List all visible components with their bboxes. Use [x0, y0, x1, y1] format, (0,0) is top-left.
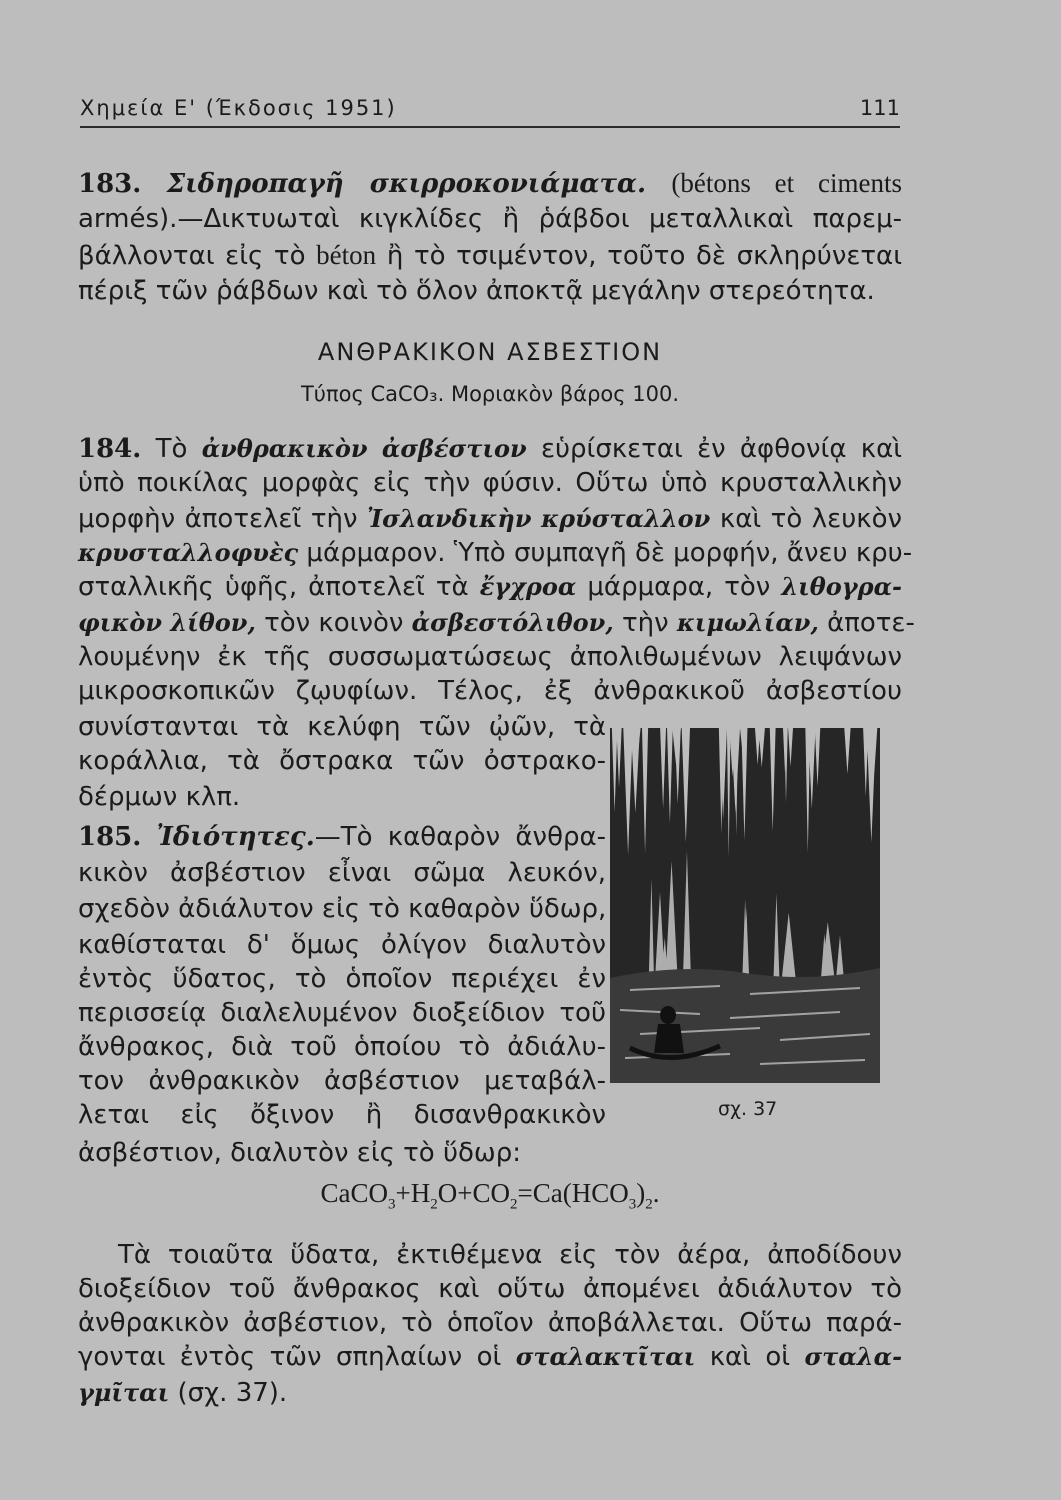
section-title-183: Σιδηροπαγῆ σκιρροκονιάματα.: [166, 169, 646, 199]
s184-text: εὑρίσκεται ἐν ἀφθονίᾳ καὶ: [540, 434, 903, 464]
p2-line-4: [78, 1340, 902, 1374]
p2-text: καὶ οἱ: [709, 1342, 791, 1372]
section-title-185: Ἰδιότητες.: [156, 822, 315, 852]
s184-line-6: [78, 606, 915, 640]
p2-line-5: [78, 1376, 902, 1410]
s185-text: τον ἀνθρακικὸν ἀσβέστιον μεταβάλ-: [78, 1066, 606, 1096]
s184-text: μορφὴν ἀποτελεῖ τὴν: [78, 504, 358, 534]
s185-line-5: [78, 962, 606, 996]
term: σταλα-: [804, 1342, 903, 1371]
chapter-heading: ΑΝΘΡΑΚΙΚΟΝ ΑΣΒΕΣΤΙΟΝ: [317, 338, 663, 366]
s183-line-1: [78, 166, 902, 201]
s184-text: συνίστανται τὰ κελύφη τῶν ᾠῶν, τὰ: [78, 712, 606, 742]
term: γμῖται: [78, 1378, 170, 1407]
s185-text: —Τὸ καθαρὸν ἄνθρα-: [314, 822, 607, 852]
section-number-183: 183.: [78, 169, 142, 199]
s184-text: Τὸ: [155, 434, 188, 464]
s185-line-8: [78, 1064, 606, 1098]
s184-text: μάρμαρον. Ὑπὸ συμπαγῆ δὲ μορφήν, ἄνευ κρυ-: [306, 538, 913, 568]
eq-part: =Ca(HCO: [517, 1178, 629, 1208]
p2-text: γονται ἐντὸς τῶν σπηλαίων οἱ: [78, 1342, 502, 1372]
p2-text: διοξείδιον τοῦ ἄνθρακος καὶ οὕτω ἀπομένει ἀδιάλυτον τὸ: [78, 1274, 902, 1304]
term: Ἰσλανδικὴν κρύσταλλον: [367, 504, 711, 533]
s183-text: πέριξ τῶν ῥάβδων καὶ τὸ ὅλον ἀποκτᾷ μεγάλην στερεότητα.: [78, 276, 875, 306]
heading-formula: Τύπος CaCO₃. Μοριακὸν βάρος 100.: [300, 382, 680, 406]
eq-sub: 2: [430, 1196, 438, 1213]
s185-text: περισσείᾳ διαλελυμένον διοξείδιον τοῦ: [78, 998, 606, 1028]
s185-text: καθίσταται δ' ὅμως ὀλίγον διαλυτὸν: [78, 930, 606, 960]
s183-text: armés).—Δικτυωταὶ κιγκλίδες ἢ ῥάβδοι μεταλλικαὶ παρεμ-: [78, 204, 902, 234]
p2-line-3: [78, 1306, 902, 1340]
s185-text: κικὸν ἀσβέστιον εἶναι σῶμα λευκόν,: [78, 858, 606, 888]
s184-line-9: [78, 710, 606, 744]
s185-line-3: [78, 892, 606, 926]
p2-line-1: [78, 1238, 902, 1272]
section-number-184: 184.: [78, 434, 142, 464]
s185-line-9: [78, 1098, 606, 1132]
s183-line-2: [78, 202, 902, 236]
s183-line-3: [78, 238, 902, 273]
s185-line-6: [78, 996, 606, 1030]
figure-caption: σχ. 37: [718, 1098, 778, 1120]
s184-text: σταλλικῆς ὑφῆς, ἀποτελεῖ τὰ: [78, 572, 469, 602]
s183-latin-beton: béton: [316, 240, 377, 270]
p2-line-2: [78, 1272, 902, 1306]
s185-line-4: [78, 928, 606, 962]
s185-text: ἐντὸς ὕδατος, τὸ ὁποῖον περιέχει ἐν: [78, 964, 606, 994]
page-number: 111: [859, 96, 900, 120]
section-number-185: 185.: [78, 822, 142, 852]
term: φικὸν λίθον,: [78, 608, 256, 637]
s184-text: λουμένην ἐκ τῆς συσσωματώσεως ἀπολιθωμένων λειψάνων: [78, 642, 902, 672]
s184-line-2: [78, 466, 902, 500]
term: ἀσβεστόλιθον,: [411, 608, 614, 637]
s184-text: μάρμαρα, τὸν: [587, 572, 771, 602]
s185-text: ἀσβέστιον, διαλυτὸν εἰς τὸ ὕδωρ:: [78, 1138, 521, 1168]
eq-sub: 3: [628, 1196, 637, 1213]
s184-text: καὶ τὸ λευκὸν: [719, 504, 903, 534]
eq-part: CaCO: [320, 1178, 389, 1208]
s184-text: μικροσκοπικῶν ζῳυφίων. Τέλος, ἐξ ἀνθρακικοῦ ἀσβεστίου: [78, 676, 902, 706]
term: σταλακτῖται: [515, 1342, 696, 1371]
eq-part: +H: [395, 1178, 431, 1208]
eq-sub: 2: [645, 1196, 653, 1213]
term: ἀνθρακικὸν ἀσβέστιον: [201, 434, 527, 463]
s184-line-4: [78, 536, 913, 570]
s184-text: τὸν κοινὸν: [264, 608, 404, 638]
eq-part: .: [652, 1178, 660, 1208]
s183-line-4: [78, 274, 902, 308]
term: κρυσταλλοφυὲς: [78, 538, 299, 567]
s183-french: (bétons et ciments: [671, 168, 902, 198]
s184-line-1: [78, 432, 902, 466]
eq-part: ): [636, 1178, 646, 1208]
s183-text: ἢ τὸ τσιμέντον, τοῦτο δὲ σκληρύνεται: [386, 241, 902, 271]
eq-sub: 3: [388, 1196, 396, 1213]
s185-line-10: [78, 1136, 902, 1170]
p2-text: Τὰ τοιαῦτα ὕδατα, ἐκτιθέμενα εἰς τὸν ἀέρα, ἀποδίδουν: [118, 1240, 902, 1270]
cave-engraving-image: [610, 728, 880, 1083]
s184-text: δέρμων κλπ.: [78, 782, 241, 812]
s185-line-7: [78, 1030, 606, 1064]
s185-text: σχεδὸν ἀδιάλυτον εἰς τὸ καθαρὸν ὕδωρ,: [78, 894, 607, 924]
eq-part: O+CO: [437, 1178, 510, 1208]
s184-text: ἀποτε-: [827, 608, 915, 638]
p2-text: (σχ. 37).: [177, 1378, 288, 1408]
s185-text: ἄνθρακος, διὰ τοῦ ὁποίου τὸ ἀδιάλυ-: [78, 1032, 606, 1062]
s184-line-10: [78, 744, 606, 778]
cave-stalactites-figure: [610, 728, 880, 1083]
term: ἔγχροα: [479, 572, 577, 601]
s184-line-7: [78, 640, 902, 674]
chemical-equation: [78, 1178, 902, 1213]
s184-line-8: [78, 674, 902, 708]
running-title: Χημεία Ε' (Έκδοσις 1951): [80, 96, 397, 120]
s184-line-3: [78, 502, 902, 536]
s185-line-1: [78, 820, 606, 854]
page-header: [80, 96, 900, 130]
s184-line-5: [78, 570, 902, 604]
eq-sub: 2: [510, 1196, 518, 1213]
s184-text: ὑπὸ ποικίλας μορφὰς εἰς τὴν φύσιν. Οὕτω ὑπὸ κρυσταλλικὴν: [78, 468, 902, 498]
s185-text: λεται εἰς ὄξινον ἢ δισανθρακικὸν: [78, 1100, 606, 1130]
s184-line-11: [78, 780, 606, 814]
s184-text: κοράλλια, τὰ ὄστρακα τῶν ὀστρακο-: [78, 746, 606, 776]
s185-line-2: [78, 856, 606, 890]
header-rule: [80, 126, 900, 128]
s184-text: τὴν: [621, 608, 669, 638]
s183-text: βάλλονται εἰς τὸ: [78, 241, 306, 271]
p2-text: ἀνθρακικὸν ἀσβέστιον, τὸ ὁποῖον ἀποβάλλεται. Οὕτω παρά-: [78, 1308, 902, 1338]
term: κιμωλίαν,: [676, 608, 819, 637]
term: λιθογρα-: [781, 572, 903, 601]
